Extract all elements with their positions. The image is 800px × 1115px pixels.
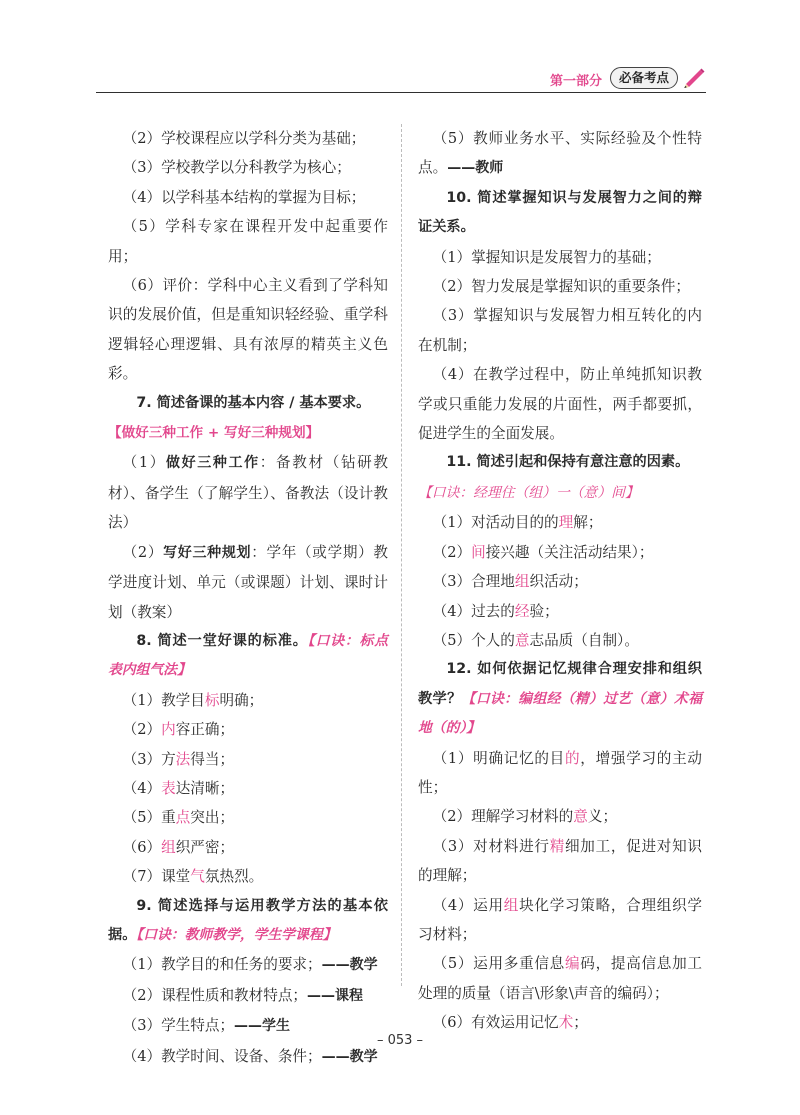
text-span: （2） <box>122 721 162 739</box>
question-10-heading: 10. 简述掌握知识与发展智力之间的辩证关系。 <box>418 189 702 236</box>
list-item <box>418 891 702 950</box>
text-span: （4）运用 <box>432 896 504 914</box>
highlight-char: 组 <box>161 838 176 856</box>
text-span: （7）课堂 <box>122 868 191 886</box>
question-12-heading <box>418 655 702 743</box>
highlight-char: 标 <box>204 691 220 709</box>
list-item: （2）智力发展是掌握知识的重要条件； <box>432 278 690 296</box>
list-item <box>418 949 702 1008</box>
list-item <box>418 508 702 537</box>
question-8-heading <box>108 627 388 686</box>
highlight-char: 精 <box>549 837 565 855</box>
question-11-heading: 11. 简述引起和保持有意注意的因素。 <box>446 454 690 471</box>
text-span: ：学年（或学期）教学进度计划、单元（或课题）计划、课时计划（教案） <box>108 543 388 621</box>
text-span: （1）明确记忆的目 <box>432 749 565 767</box>
question-text: 8. 简述一堂好课的标准。 <box>136 632 308 649</box>
text-line: （5）学科专家在课程开发中起重要作用； <box>108 218 388 265</box>
highlight-char: 气 <box>190 868 205 886</box>
text-paragraph: （1）做好三种工作：备教材（钻研教材）、备学生（了解学生）、备教法（设计教法） <box>108 454 388 532</box>
keyword: ——学生 <box>234 1018 291 1035</box>
highlight-char: 术 <box>558 1014 574 1032</box>
text-span: 解； <box>573 514 603 532</box>
question-text: 9. 简述选择与运用教学方法的基本依据。 <box>108 897 388 943</box>
text-span: （4）教学时间、设备、条件； <box>122 1047 322 1065</box>
mnemonic <box>418 478 702 508</box>
text-span: （5）个人的 <box>432 631 515 649</box>
text-span: （6） <box>122 838 162 856</box>
text-span: 氛热烈。 <box>204 868 264 886</box>
text-span: 义； <box>587 808 618 826</box>
text-line: （2）学校课程应以学科分类为基础； <box>122 130 366 147</box>
text-span: 突出； <box>190 809 235 827</box>
page-number: – 053 – <box>376 1033 424 1048</box>
text-span: ：备教材（钻研教材）、备学生（了解学生）、备教法（设计教法） <box>108 454 388 532</box>
mnemonic-text: 【口诀：标点表内组气法】 <box>108 632 389 679</box>
left-column <box>108 124 388 1072</box>
text-span: （3）方 <box>122 750 176 768</box>
text-span: （1）教学目的和任务的要求； <box>122 956 322 974</box>
text-span: （4）过去的 <box>432 602 515 620</box>
section-label: 第一部分 <box>549 74 602 89</box>
text-span: 织活动； <box>529 573 588 591</box>
highlight-char: 组 <box>503 896 520 914</box>
text-span: ，增强学习的主动性； <box>418 749 702 796</box>
list-item <box>108 715 388 744</box>
highlight-char: 编 <box>564 955 581 973</box>
text-paragraph <box>418 124 702 184</box>
text-span: 容正确； <box>175 721 235 739</box>
text-paragraph: （2）写好三种规划：学年（或学期）教学进度计划、单元（或课题）计划、课时计划（教案） <box>108 543 388 621</box>
text-span: （2） <box>432 543 472 561</box>
page-header <box>96 66 706 93</box>
keyword: ——教学 <box>321 957 378 974</box>
list-item <box>418 744 702 803</box>
text-span: （3）学生特点； <box>122 1017 235 1035</box>
question-text: 12. 如何依据记忆规律合理安排和组织教学？ <box>418 661 702 707</box>
list-item <box>108 686 388 715</box>
highlight-char: 组 <box>514 573 530 591</box>
list-item <box>418 802 702 831</box>
pencil-icon <box>682 66 706 88</box>
highlight-char: 间 <box>471 543 486 561</box>
text-span: （5）运用多重信息 <box>432 955 565 973</box>
list-item: （4）在教学过程中，防止单纯抓知识教学或只重能力发展的片面性，两手都要抓，促进学生的全面发展。 <box>418 366 702 443</box>
list-item <box>418 597 702 626</box>
keyword: ——教师 <box>447 160 504 177</box>
highlight-char: 理 <box>558 514 574 532</box>
list-item <box>418 626 702 655</box>
text-span: （1）教学目 <box>122 691 205 709</box>
highlight-char: 经 <box>514 602 530 620</box>
list-item <box>418 567 702 596</box>
text-span: 块化学习策略，合理组织学习材料； <box>418 896 702 943</box>
list-item <box>108 950 388 980</box>
text-span: （3）合理地 <box>432 573 515 591</box>
text-span: 验； <box>529 602 559 620</box>
text-paragraph: （6）评价：学科中心主义看到了学科知识的发展价值，但是重知识轻经验、重学科逻辑轻心理逻辑、具有浓厚的精英主义色彩。 <box>108 277 388 383</box>
mnemonic-text: 【做好三种工作 + 写好三种规划】 <box>108 425 320 442</box>
text-span: （2）理解学习材料的 <box>432 808 574 826</box>
list-item: （1）掌握知识是发展智力的基础； <box>432 248 661 266</box>
highlight-char: 意 <box>573 808 588 826</box>
keyword: ——教学 <box>321 1048 378 1065</box>
list-item: （3）掌握知识与发展智力相互转化的内在机制； <box>418 307 702 354</box>
mnemonic <box>108 418 388 448</box>
mnemonic-text: 【口诀：编组经（精）过艺（意）术福地（的）】 <box>418 690 702 737</box>
text-span: 码，提高信息加工处理的质量（语言\形象\声音的编码）； <box>418 955 702 1002</box>
list-item <box>108 745 388 774</box>
section-badge: 必备考点 <box>610 67 678 89</box>
list-item <box>108 774 388 803</box>
text-span: （5）重 <box>122 809 176 827</box>
list-item <box>418 832 702 891</box>
text-span: 接兴趣（关注活动结果）； <box>485 543 654 561</box>
text-span: （4） <box>122 779 162 797</box>
list-item <box>108 862 388 891</box>
text-span: （2）课程性质和教材特点； <box>122 986 308 1004</box>
question-9-heading <box>108 892 388 951</box>
highlight-char: 点 <box>175 809 191 827</box>
highlight-char: 法 <box>175 750 191 768</box>
text-span: （1）对活动目的的 <box>432 514 559 532</box>
text-line: （4）以学科基本结构的掌握为目标； <box>122 188 366 206</box>
text-span: 志品质（自制）。 <box>529 631 639 649</box>
text-span: （3）对材料进行 <box>432 837 550 855</box>
right-column <box>418 124 702 1038</box>
text-span: （6）有效运用记忆 <box>432 1014 559 1032</box>
highlight-char: 的 <box>564 749 581 767</box>
keyword: ——课程 <box>307 987 364 1004</box>
text-span: 细加工，促进对知识的理解； <box>418 837 702 885</box>
text-span: 织严密； <box>175 838 235 856</box>
mnemonic-text: 【口诀：经理住（组）一（意）间】 <box>418 484 639 501</box>
highlight-char: 表 <box>161 779 176 797</box>
highlight-char: 意 <box>514 631 530 649</box>
text-line: （3）学校教学以分科教学为核心； <box>122 159 351 177</box>
list-item <box>108 981 388 1011</box>
text-span: （5）教师业务水平、实际经验及个性特点。 <box>418 130 702 177</box>
question-7-heading: 7. 简述备课的基本内容 / 基本要求。 <box>136 394 371 411</box>
column-divider <box>401 124 402 986</box>
text-span: ； <box>573 1014 588 1032</box>
list-item <box>108 803 388 832</box>
list-item <box>108 833 388 862</box>
highlight-char: 内 <box>161 721 176 739</box>
list-item <box>418 538 702 567</box>
text-span: 得当； <box>190 750 235 768</box>
mnemonic-text: 【口诀：教师教学，学生学课程】 <box>136 926 337 943</box>
keyword: 写好三种规划 <box>163 544 252 561</box>
text-span: 明确； <box>219 691 264 709</box>
keyword: 做好三种工作 <box>165 455 260 472</box>
text-span: 达清晰； <box>175 779 235 797</box>
